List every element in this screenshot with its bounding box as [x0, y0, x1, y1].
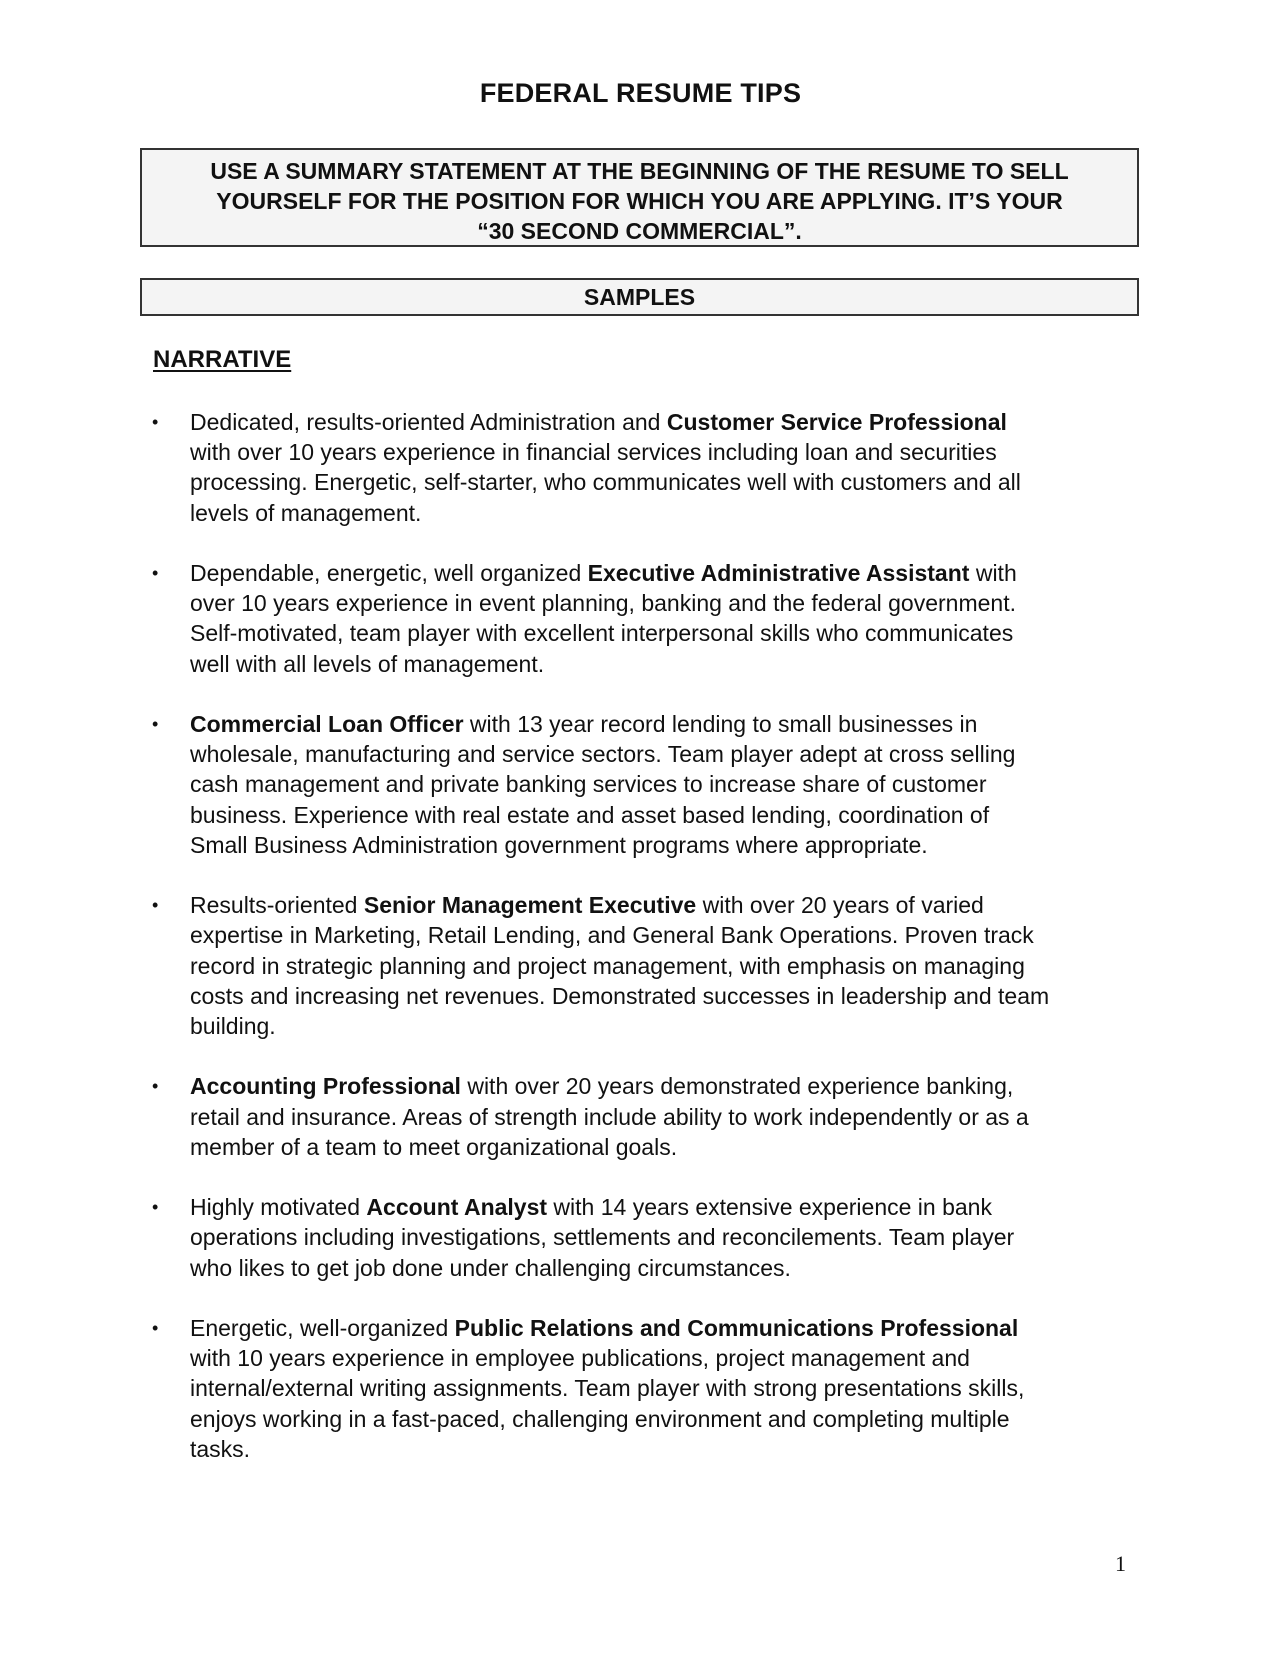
list-item-line	[190, 588, 1142, 618]
list-item-line	[190, 920, 1142, 950]
list-item-text: business. Experience with real estate and asset based lending, coordination of	[190, 801, 990, 828]
list-item-text: internal/external writing assignments. Team player with strong presentations skills,	[190, 1375, 1025, 1402]
job-title-emphasis: Customer Service Professional	[666, 409, 1007, 435]
bullet-icon: •	[152, 1197, 159, 1218]
list-item-text: who likes to get job done under challenging circumstances.	[190, 1254, 791, 1281]
list-item-text: building.	[190, 1013, 276, 1040]
list-item	[152, 1313, 1142, 1464]
list-item-line	[190, 618, 1142, 648]
list-item-text: record in strategic planning and project management, with emphasis on managing	[190, 952, 1025, 979]
list-item-text: member of a team to meet organizational goals.	[190, 1133, 678, 1160]
list-item-line	[190, 951, 1142, 981]
list-item	[152, 558, 1142, 679]
list-item-line	[190, 467, 1142, 497]
list-item-line	[190, 1071, 1142, 1101]
list-item	[152, 1071, 1142, 1162]
list-item-line	[190, 1192, 1142, 1222]
page-number: 1	[1115, 1551, 1126, 1576]
list-item-text: operations including investigations, settlements and reconcilements. Team player	[190, 1224, 1015, 1251]
list-item-text: with over 10 years experience in financial services including loan and securities	[190, 439, 997, 466]
list-item-line	[190, 649, 1142, 679]
narrative-samples-list	[152, 407, 1142, 1494]
list-item	[152, 709, 1142, 860]
list-item-text: Self-motivated, team player with excellent interpersonal skills who communicates	[190, 620, 1014, 647]
list-item-text: wholesale, manufacturing and service sectors. Team player adept at cross selling	[190, 741, 1016, 768]
list-item-line	[190, 498, 1142, 528]
list-item-line	[190, 981, 1142, 1011]
list-item-text: well with all levels of management.	[190, 650, 545, 677]
list-item-line	[190, 437, 1142, 467]
job-title-emphasis: Public Relations and Communications Professional	[454, 1315, 1019, 1341]
list-item-text: with 10 years experience in employee publications, project management and	[190, 1345, 970, 1372]
job-title-emphasis: Commercial Loan Officer	[190, 711, 464, 737]
list-item-line	[190, 1132, 1142, 1162]
job-title-emphasis: Executive Administrative Assistant	[587, 560, 970, 586]
list-item-text: levels of management.	[190, 499, 422, 526]
bullet-icon: •	[152, 412, 159, 432]
list-item	[152, 890, 1142, 1041]
list-item-line	[190, 830, 1142, 860]
list-item-text: with 14 years extensive experience in bank	[547, 1194, 992, 1221]
list-item-text: Highly motivated	[190, 1194, 367, 1221]
list-item-text: Results-oriented	[190, 892, 364, 919]
list-item-line	[190, 1222, 1142, 1252]
list-item-line	[190, 890, 1142, 920]
list-item-text: with 13 year record lending to small businesses in	[463, 711, 978, 737]
bullet-icon: •	[152, 1076, 159, 1097]
list-item-line	[190, 739, 1142, 769]
list-item-text: processing. Energetic, self-starter, who communicates well with customers and all	[190, 469, 1021, 496]
job-title-emphasis: Senior Management Executive	[363, 892, 697, 919]
summary-tip-line: USE A SUMMARY STATEMENT AT THE BEGINNING OF THE RESUME TO SELL	[210, 158, 1069, 184]
list-item-line	[190, 1253, 1142, 1283]
bullet-icon: •	[152, 895, 159, 916]
list-item-line	[190, 1313, 1142, 1343]
list-item-line	[190, 407, 1142, 437]
list-item-text: with over 20 years demonstrated experience banking,	[460, 1073, 1014, 1100]
bullet-icon: •	[152, 714, 159, 734]
list-item-text: expertise in Marketing, Retail Lending, and General Bank Operations. Proven track	[190, 922, 1034, 949]
list-item	[152, 407, 1142, 528]
list-item-line	[190, 558, 1142, 588]
list-item-text: Dedicated, results-oriented Administration and	[190, 409, 667, 435]
list-item-text: over 10 years experience in event planning, banking and the federal government.	[190, 590, 1016, 617]
list-item-line	[190, 1343, 1142, 1373]
list-item-text: cash management and private banking services to increase share of customer	[190, 771, 987, 798]
list-item-line	[190, 800, 1142, 830]
list-item-text: costs and increasing net revenues. Demonstrated successes in leadership and team	[190, 982, 1050, 1009]
summary-tip-line: “30 SECOND COMMERCIAL”.	[477, 218, 802, 244]
list-item-text: Dependable, energetic, well organized	[190, 560, 588, 586]
list-item-line	[190, 769, 1142, 799]
list-item-text: enjoys working in a fast-paced, challenging environment and completing multiple	[190, 1405, 1010, 1432]
list-item-text: Energetic, well-organized	[190, 1315, 455, 1341]
list-item-text: with over 20 years of varied	[696, 892, 984, 919]
list-item-line	[190, 1102, 1142, 1132]
bullet-icon: •	[152, 563, 159, 583]
summary-tip-line: YOURSELF FOR THE POSITION FOR WHICH YOU ARE APPLYING. IT’S YOUR	[216, 188, 1063, 214]
samples-label: SAMPLES	[583, 284, 696, 310]
bullet-icon: •	[152, 1318, 159, 1338]
samples-heading-box	[140, 278, 1139, 316]
list-item-line	[190, 709, 1142, 739]
summary-tip-box	[140, 148, 1139, 247]
list-item	[152, 1192, 1142, 1283]
list-item-text: Small Business Administration government programs where appropriate.	[190, 831, 928, 858]
list-item-line	[190, 1373, 1142, 1403]
list-item-text: retail and insurance. Areas of strength include ability to work independently or as a	[190, 1103, 1029, 1130]
job-title-emphasis: Accounting Professional	[190, 1073, 461, 1100]
list-item-line	[190, 1404, 1142, 1434]
list-item-text: tasks.	[190, 1435, 251, 1462]
list-item-line	[190, 1011, 1142, 1041]
job-title-emphasis: Account Analyst	[366, 1194, 548, 1221]
document-title: FEDERAL RESUME TIPS	[479, 78, 802, 108]
list-item-line	[190, 1434, 1142, 1464]
section-heading-narrative: NARRATIVE	[153, 346, 292, 373]
list-item-text: with	[969, 560, 1017, 586]
